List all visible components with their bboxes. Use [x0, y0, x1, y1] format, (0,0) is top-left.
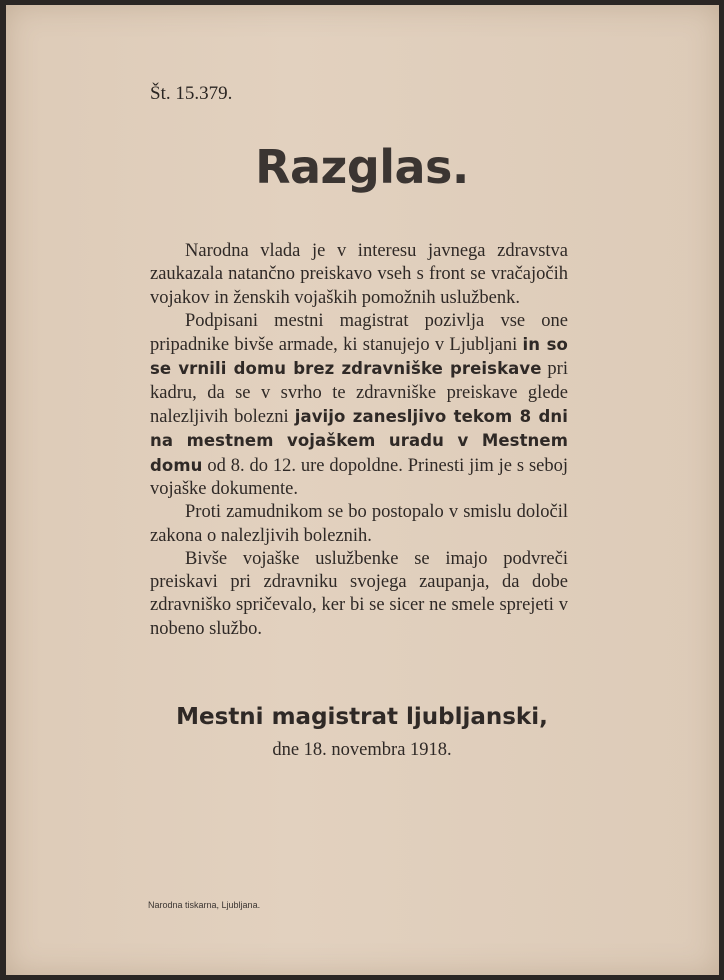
paragraph-2 [150, 310, 568, 501]
paragraph-2-bold-a: in so se vrnili domu brez zdravniške preiskave [150, 335, 568, 379]
paragraph-2-text-b: pri kadru, da se v svrho te zdravniške preiskave glede nalezljivih bolezni [150, 359, 568, 428]
date-line: dne 18. novembra 1918. [272, 740, 452, 760]
paragraph-2-text-c: od 8. do 12. ure dopoldne. Prinesti jim je s seboj vojaške dokumente. [150, 455, 568, 499]
announcement-body [150, 240, 568, 641]
printer-imprint: Narodna tiskarna, Ljubljana. [148, 900, 261, 910]
paragraph-1: Narodna vlada je v interesu javnega zdravstva zaukazala natančno preiskavo vseh s front se vračajočih vojakov in ženskih vojaških pomožnih uslužbenk. [150, 241, 568, 308]
paragraph-3: Proti zamudnikom se bo postopalo v smislu določil zakona o nalezljivih boleznih. [150, 502, 568, 546]
reference-number: Št. 15.379. [150, 83, 233, 104]
paragraph-2-bold-b: javijo zanesljivo tekom 8 dni na mestnem vojaškem uradu v Mestnem domu [150, 407, 568, 475]
page-title: Razglas. [255, 140, 469, 194]
signature: Mestni magistrat ljubljanski, [176, 704, 548, 730]
paragraph-2-text-a: Podpisani mestni magistrat pozivlja vse one pripadnike bivše armade, ki stanujejo v Ljubljani [150, 310, 568, 356]
paragraph-4: Bivše vojaške uslužbenke se imajo podvreči preiskavi pri zdravniku svojega zaupanja, da dobe zdravniško spričevalo, ker bi se sicer ne smele sprejeti v nobeno službo. [150, 548, 568, 639]
